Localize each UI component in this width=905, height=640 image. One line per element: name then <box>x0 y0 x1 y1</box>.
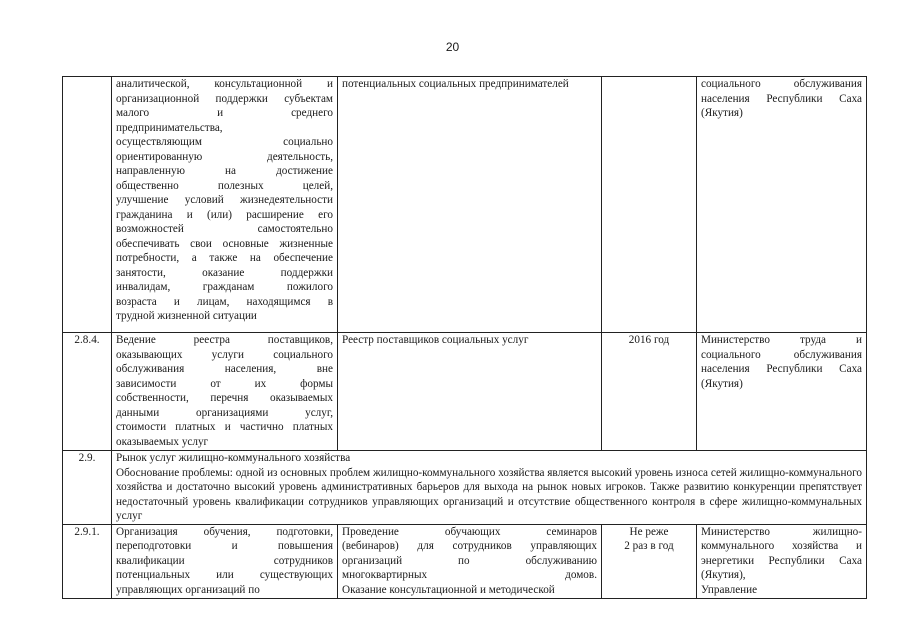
responsible-cell <box>697 77 867 333</box>
text-line: возраста и лицам, находящимся в <box>116 295 333 308</box>
text-line: гражданина и (или) расширение его <box>116 208 333 221</box>
table-row <box>63 333 867 451</box>
text-line: улучшение условий жизнедеятельности <box>116 194 333 206</box>
responsible-cell <box>697 333 867 451</box>
result-cell <box>338 524 602 598</box>
text-line: зависимости от их формы <box>116 377 333 390</box>
term-cell: 2016 год <box>602 333 697 451</box>
text-line: социального обслуживания <box>701 348 862 361</box>
text-line: предпринимательства, <box>116 121 223 134</box>
text-line: возможностей самостоятельно <box>116 223 333 235</box>
activity-cell <box>112 77 338 333</box>
responsible-text <box>701 333 862 391</box>
activity-text <box>116 525 333 598</box>
text-line: аналитической, консультационной и <box>116 78 333 90</box>
text-line: оказываемых услуг <box>116 435 209 448</box>
text-line: данными организациями услуг, <box>116 406 333 419</box>
activity-text <box>116 333 333 449</box>
text-line: Ведение реестра поставщиков, <box>116 334 333 346</box>
text-line: (Якутия) <box>701 107 743 119</box>
text-line: организаций по обслуживанию <box>342 554 597 567</box>
text-line: коммунального хозяйства и <box>701 540 862 552</box>
section-cell <box>112 451 867 525</box>
text-line: переподготовки и повышения <box>116 540 333 552</box>
section-number: 2.9. <box>63 451 112 525</box>
term-cell <box>602 77 697 333</box>
text-line: квалификации сотрудников <box>116 554 333 567</box>
text-line: энергетики Республики Саха <box>701 554 862 567</box>
text-line: потребности, а также на обеспечение <box>116 252 333 264</box>
activity-cell <box>112 524 338 598</box>
row-number: 2.9.1. <box>63 524 112 598</box>
activity-text <box>116 77 333 324</box>
text-line: трудной жизненной ситуации <box>116 310 257 322</box>
section-title: Рынок услуг жилищно-коммунального хозяйства <box>116 452 351 464</box>
text-line: многоквартирных домов. <box>342 569 597 581</box>
text-line: занятости, оказание поддержки <box>116 266 333 279</box>
text-line: обслуживания населения, вне <box>116 363 333 375</box>
text-line: потенциальных или существующих <box>116 569 333 581</box>
text-line: организационной поддержки субъектам <box>116 92 333 105</box>
text-line: ориентированную деятельность, <box>116 150 333 163</box>
text-line: населения Республики Саха <box>701 92 862 105</box>
row-number <box>63 77 112 333</box>
result-cell: Реестр поставщиков социальных услуг <box>338 333 602 451</box>
text-line: (Якутия), <box>701 569 746 581</box>
text-line: Министерство труда и <box>701 334 862 346</box>
result-text <box>342 525 597 598</box>
measures-table <box>62 76 867 599</box>
text-line: осуществляющим социально <box>116 136 333 148</box>
text-line: инвалидам, гражданам пожилого <box>116 281 333 293</box>
text-line: Управление <box>701 583 758 596</box>
responsible-text <box>701 77 862 121</box>
text-line: оказывающих услуги социального <box>116 348 333 361</box>
text-line: общественно полезных целей, <box>116 179 333 192</box>
text-line: Проведение обучающих семинаров <box>342 525 597 538</box>
term-cell <box>602 524 697 598</box>
text-line: (Якутия) <box>701 377 743 390</box>
text-line: собственности, перечня оказываемых <box>116 392 333 404</box>
result-cell: потенциальных социальных предпринимателей <box>338 77 602 333</box>
text-line: (вебинаров) для сотрудников управляющих <box>342 540 597 552</box>
row-number: 2.8.4. <box>63 333 112 451</box>
text-line: стоимости платных и частично платных <box>116 421 333 433</box>
text-line: населения Республики Саха <box>701 363 862 375</box>
responsible-text <box>701 525 862 598</box>
table-row <box>63 77 867 333</box>
section-description: Обоснование проблемы: одной из основных проблем жилищно-коммунального хозяйства является высокий уровень износа сетей жилищно-коммунального хозяйства и достаточно высокий уровень административных барьеров для выхода на рынок новых игроков. Также развитию конкуренции препятствует недостаточный уровень квалификации сотрудников управляющих организаций и отсутствие общественного контроля в сфере жилищно-коммунальных услуг <box>116 466 862 522</box>
text-line: социального обслуживания <box>701 78 862 90</box>
table-row <box>63 524 867 598</box>
page-number: 20 <box>445 40 460 54</box>
text-line: направленную на достижение <box>116 165 333 177</box>
text-line: 2 раз в год <box>624 540 674 552</box>
text-line: малого и среднего <box>116 107 333 119</box>
term-text <box>606 525 692 554</box>
text-line: Не реже <box>629 525 669 538</box>
activity-cell <box>112 333 338 451</box>
text-line: обеспечивать свои основные жизненные <box>116 237 333 250</box>
text-line: управляющих организаций по <box>116 583 260 596</box>
section-row <box>63 451 867 525</box>
text-line: Оказание консультационной и методической <box>342 583 555 596</box>
text-line: Организация обучения, подготовки, <box>116 525 333 538</box>
text-line: Министерство жилищно- <box>701 525 862 538</box>
responsible-cell <box>697 524 867 598</box>
